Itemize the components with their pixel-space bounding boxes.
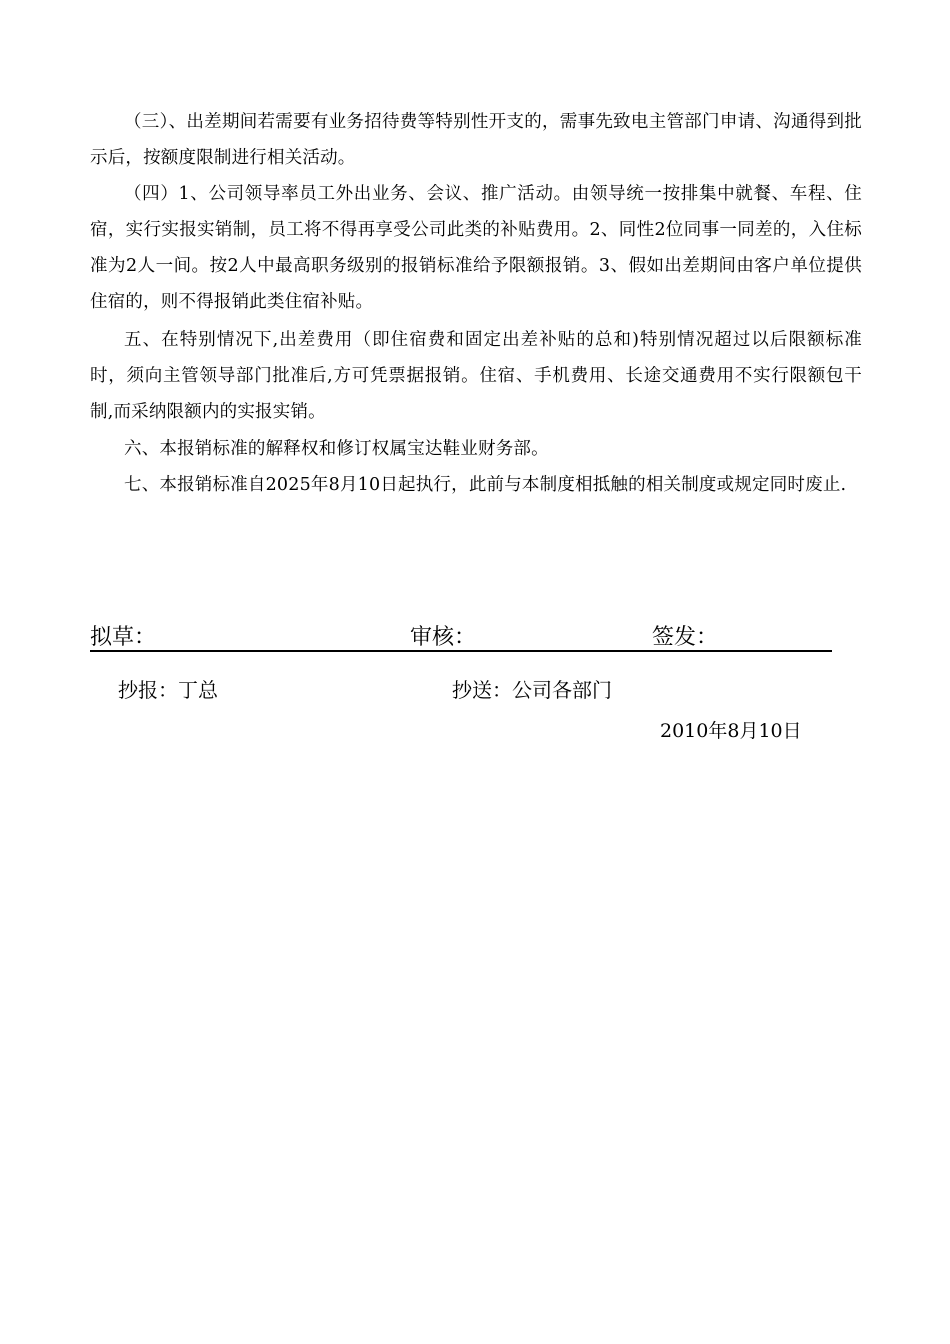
paragraph-6-interpretation-right: 六、本报销标准的解释权和修订权属宝达鞋业财务部。: [124, 439, 549, 459]
paragraph-3-business-entertainment: （三）、出差期间若需要有业务招待费等特别性开支的，需事先致电主管部门申请、沟通得到批示后，按额度限制进行相关活动。: [90, 112, 862, 168]
cc-send: 抄送：公司各部门: [452, 678, 612, 702]
issue-label: 签发：: [652, 625, 719, 650]
paragraph-7-effective-date: 七、本报销标准自2025年8月10日起执行，此前与本制度相抵触的相关制度或规定同时废止.: [124, 475, 847, 495]
review-label: 审核：: [410, 625, 477, 650]
signature-line: [90, 618, 832, 652]
cc-report: 抄报：丁总: [118, 678, 218, 702]
paragraph-4-group-travel: （四）1、公司领导率员工外出业务、会议、推广活动。由领导统一按排集中就餐、车程、住宿，实行实报实销制，员工将不得再享受公司此类的补贴费用。2、同性2位同事一同差的，入住标准为2人一间。按2人中最高职务级别的报销标准给予限额报销。3、假如出差期间由客户单位提供住宿的，则不得报销此类住宿补贴。: [90, 184, 862, 312]
paragraph-5-special-circumstances: 五、在特别情况下,出差费用（即住宿费和固定出差补贴的总和)特别情况超过以后限额标准时，须向主管领导部门批准后,方可凭票据报销。住宿、手机费用、长途交通费用不实行限额包干制,而采纳限额内的实报实销。: [90, 330, 862, 422]
document-date: 2010年8月10日: [660, 720, 802, 742]
draft-label: 拟草：: [90, 625, 157, 650]
